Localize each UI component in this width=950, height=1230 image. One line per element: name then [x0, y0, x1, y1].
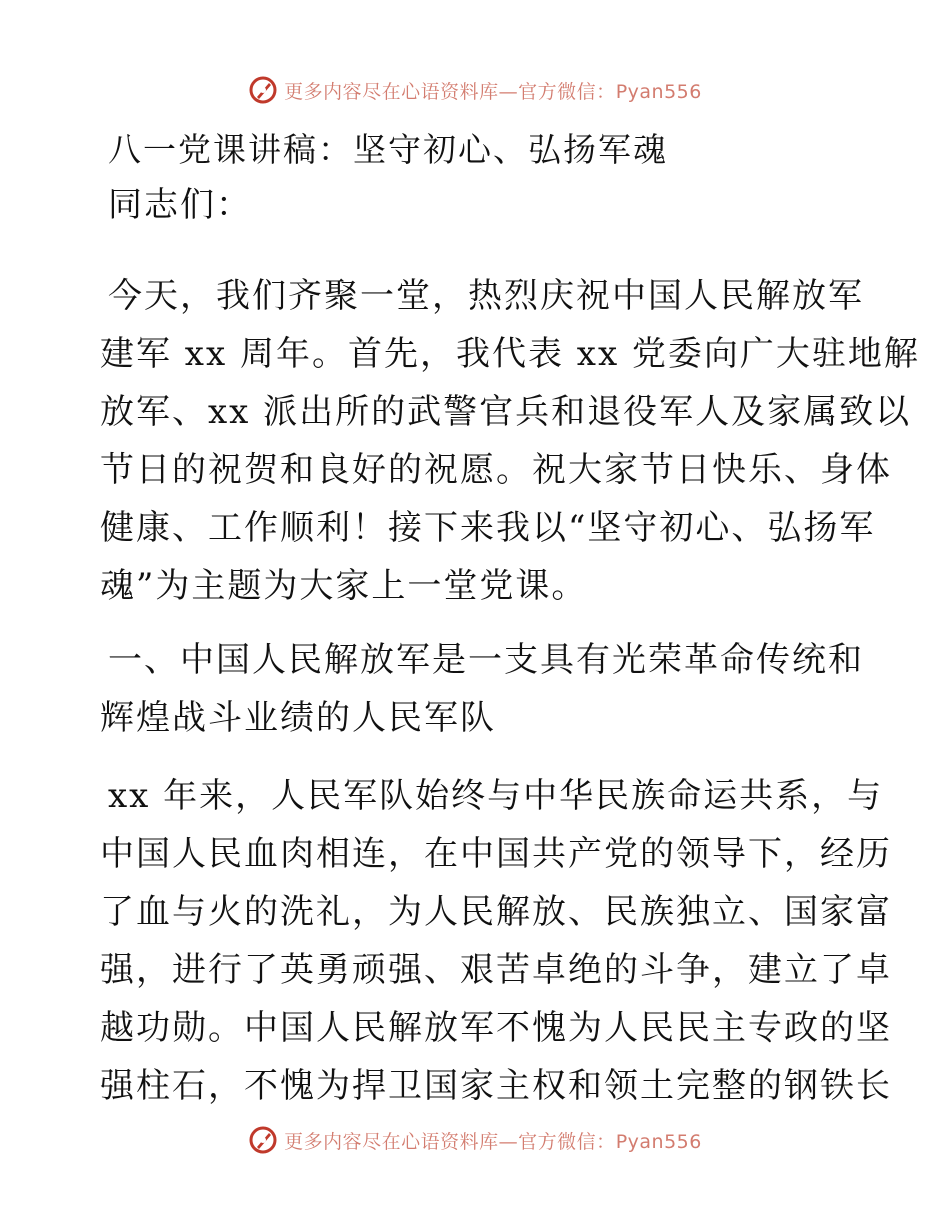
paragraph-line: 放军、xx 派出所的武警官兵和退役军人及家属致以 [100, 392, 912, 432]
header-banner-inner [248, 75, 702, 105]
banner-contact-label: 官方微信： [518, 1130, 616, 1153]
banner-main-text: 更多内容尽在心语资料库 [284, 80, 499, 103]
document-title: 八一党课讲稿：坚守初心、弘扬军魂 [108, 130, 668, 169]
banner-contact-label: 官方微信： [518, 80, 616, 103]
paragraph-line: 今天，我们齐聚一堂，热烈庆祝中国人民解放军 [108, 276, 864, 316]
footer-banner-text [284, 1127, 702, 1154]
header-banner-text [284, 77, 702, 104]
paragraph-line: 中国人民血肉相连，在中国共产党的领导下，经历 [100, 834, 892, 874]
paragraph-line: 强柱石，不愧为捍卫国家主权和领土完整的钢铁长 [100, 1066, 892, 1106]
banner-contact-id: Pyan556 [615, 80, 702, 103]
header-watermark-banner [0, 70, 950, 110]
pen-circle-icon [248, 75, 278, 105]
section-heading-line: 一、中国人民解放军是一支具有光荣革命传统和 [108, 640, 864, 680]
document-body [0, 120, 950, 1110]
paragraph-line: 了血与火的洗礼，为人民解放、民族独立、国家富 [100, 892, 892, 932]
paragraph-line: 魂”为主题为大家上一堂党课。 [100, 566, 588, 606]
section-heading-line: 辉煌战斗业绩的人民军队 [100, 698, 496, 738]
banner-main-text: 更多内容尽在心语资料库 [284, 1130, 499, 1153]
paragraph-line: 健康、工作顺利！接下来我以“坚守初心、弘扬军 [100, 508, 876, 548]
paragraph-line: 越功勋。中国人民解放军不愧为人民民主专政的坚 [100, 1008, 892, 1048]
paragraph-line: xx 年来，人民军队始终与中华民族命运共系，与 [108, 776, 884, 816]
banner-contact-id: Pyan556 [615, 1130, 702, 1153]
paragraph-line: 强，进行了英勇顽强、艰苦卓绝的斗争，建立了卓 [100, 950, 892, 990]
pen-circle-icon [248, 1125, 278, 1155]
paragraph-line: 建军 xx 周年。首先，我代表 xx 党委向广大驻地解 [100, 334, 920, 374]
footer-watermark-banner [0, 1120, 950, 1160]
banner-separator: — [498, 1130, 519, 1153]
footer-banner-inner [248, 1125, 702, 1155]
banner-separator: — [498, 80, 519, 103]
paragraph-line: 节日的祝贺和良好的祝愿。祝大家节日快乐、身体 [100, 450, 892, 490]
greeting: 同志们： [108, 185, 252, 225]
